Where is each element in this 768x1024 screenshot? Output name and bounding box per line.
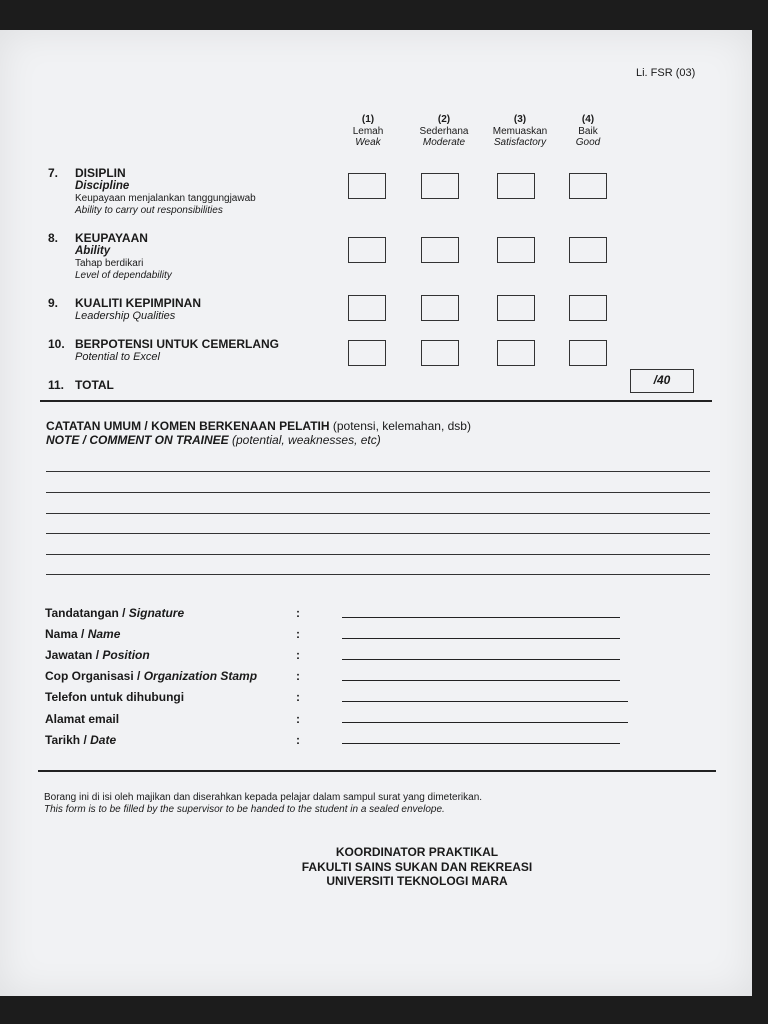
rating-box-discipline-2[interactable] — [421, 173, 459, 199]
rating-box-ability-4[interactable] — [569, 237, 607, 263]
section-divider — [40, 400, 712, 402]
footer-note-bm: Borang ini di isi oleh majikan dan diserahkan kepada pelajar dalam sampul surat yang dimeterikan. — [44, 792, 483, 803]
field-colon: : — [296, 733, 300, 747]
phone-label: Telefon untuk dihubungi — [45, 690, 185, 704]
note-line[interactable] — [46, 513, 710, 514]
total-score-box[interactable]: /40 — [630, 369, 694, 393]
stamp-field-line[interactable] — [342, 680, 620, 681]
scale-header-moderate — [402, 114, 486, 149]
form-page — [0, 30, 752, 996]
item-desc-en: Leadership Qualities — [75, 310, 176, 322]
rating-box-discipline-3[interactable] — [497, 173, 535, 199]
rating-box-potential-2[interactable] — [421, 340, 459, 366]
rating-box-potential-4[interactable] — [569, 340, 607, 366]
item-desc: Tahap berdikari — [75, 258, 144, 269]
rating-box-leadership-4[interactable] — [569, 295, 607, 321]
rating-box-leadership-2[interactable] — [421, 295, 459, 321]
position-label: Jawatan / Position — [45, 648, 150, 662]
email-label: Alamat email — [45, 712, 120, 726]
item-number: 11. — [48, 378, 65, 392]
item-number: 8. — [48, 231, 59, 245]
rating-box-leadership-3[interactable] — [497, 295, 535, 321]
field-colon: : — [296, 627, 300, 641]
scale-label-en: Satisfactory — [493, 137, 547, 148]
scale-label: Baik — [578, 125, 598, 137]
scale-label-en: Good — [575, 137, 601, 148]
rating-box-ability-1[interactable] — [348, 237, 386, 263]
name-field-line[interactable] — [342, 638, 620, 639]
note-heading-en-bold: NOTE / COMMENT ON TRAINEE — [46, 433, 229, 447]
date-label: Tarikh / Date — [45, 733, 117, 747]
footer-note-en: This form is to be filled by the supervisor to be handed to the student in a sealed envelope. — [44, 804, 445, 815]
scale-label-en: Moderate — [422, 137, 466, 148]
rating-box-discipline-4[interactable] — [569, 173, 607, 199]
item-title: BERPOTENSI UNTUK CEMERLANG — [75, 337, 280, 351]
total-label: TOTAL — [75, 378, 114, 392]
footer-divider — [38, 770, 716, 772]
item-desc-en: Level of dependability — [75, 270, 172, 281]
rating-box-potential-3[interactable] — [497, 340, 535, 366]
rating-box-ability-2[interactable] — [421, 237, 459, 263]
note-line[interactable] — [46, 492, 710, 493]
scale-label: Sederhana — [419, 125, 469, 137]
field-colon: : — [296, 669, 300, 683]
name-label: Nama / Name — [45, 627, 121, 641]
form-reference: Li. FSR (03) — [636, 67, 696, 79]
item-title: KEUPAYAAN — [75, 231, 148, 245]
item-title: KUALITI KEPIMPINAN — [75, 296, 201, 310]
phone-field-line[interactable] — [342, 701, 628, 702]
field-colon: : — [296, 690, 300, 704]
scale-number: (4) — [581, 114, 595, 125]
note-line[interactable] — [46, 574, 710, 575]
scale-label: Lemah — [352, 125, 384, 137]
date-field-line[interactable] — [342, 743, 620, 744]
rating-box-potential-1[interactable] — [348, 340, 386, 366]
rating-box-discipline-1[interactable] — [348, 173, 386, 199]
note-heading — [46, 419, 471, 433]
email-field-line[interactable] — [342, 722, 628, 723]
scale-header-weak — [326, 114, 410, 149]
scale-number: (1) — [361, 114, 375, 125]
field-colon: : — [296, 648, 300, 662]
field-colon: : — [296, 712, 300, 726]
note-line[interactable] — [46, 533, 710, 534]
item-title-en: Ability — [75, 245, 111, 257]
item-desc-en: Ability to carry out responsibilities — [75, 205, 223, 216]
item-title-en: Discipline — [75, 180, 130, 192]
stamp-label: Cop Organisasi / Organization Stamp — [45, 669, 258, 683]
coordinator-title: KOORDINATOR PRAKTIKAL — [335, 845, 499, 859]
item-number: 10. — [48, 337, 65, 351]
item-desc: Keupayaan menjalankan tanggungjawab — [75, 193, 256, 204]
item-title: DISIPLIN — [75, 166, 126, 180]
note-heading-bm-rest: (potensi, kelemahan, dsb) — [329, 419, 471, 433]
item-desc-en: Potential to Excel — [75, 351, 160, 363]
note-heading-bm: CATATAN UMUM / KOMEN BERKENAAN PELATIH — [46, 419, 330, 433]
faculty-name: FAKULTI SAINS SUKAN DAN REKREASI — [301, 860, 533, 874]
scale-number: (3) — [513, 114, 527, 125]
item-number: 7. — [48, 166, 59, 180]
scale-label: Memuaskan — [492, 125, 548, 137]
item-number: 9. — [48, 296, 59, 310]
rating-box-ability-3[interactable] — [497, 237, 535, 263]
note-line[interactable] — [46, 554, 710, 555]
field-colon: : — [296, 606, 300, 620]
university-name: UNIVERSITI TEKNOLOGI MARA — [326, 874, 508, 888]
scale-header-good — [546, 114, 630, 149]
note-heading-en — [46, 433, 381, 447]
note-heading-en-rest: (potential, weaknesses, etc) — [228, 433, 381, 447]
signature-label: Tandatangan / Signature — [45, 606, 185, 620]
scale-label-en: Weak — [355, 137, 381, 148]
rating-box-leadership-1[interactable] — [348, 295, 386, 321]
note-line[interactable] — [46, 471, 710, 472]
position-field-line[interactable] — [342, 659, 620, 660]
scale-number: (2) — [437, 114, 451, 125]
signature-field-line[interactable] — [342, 617, 620, 618]
